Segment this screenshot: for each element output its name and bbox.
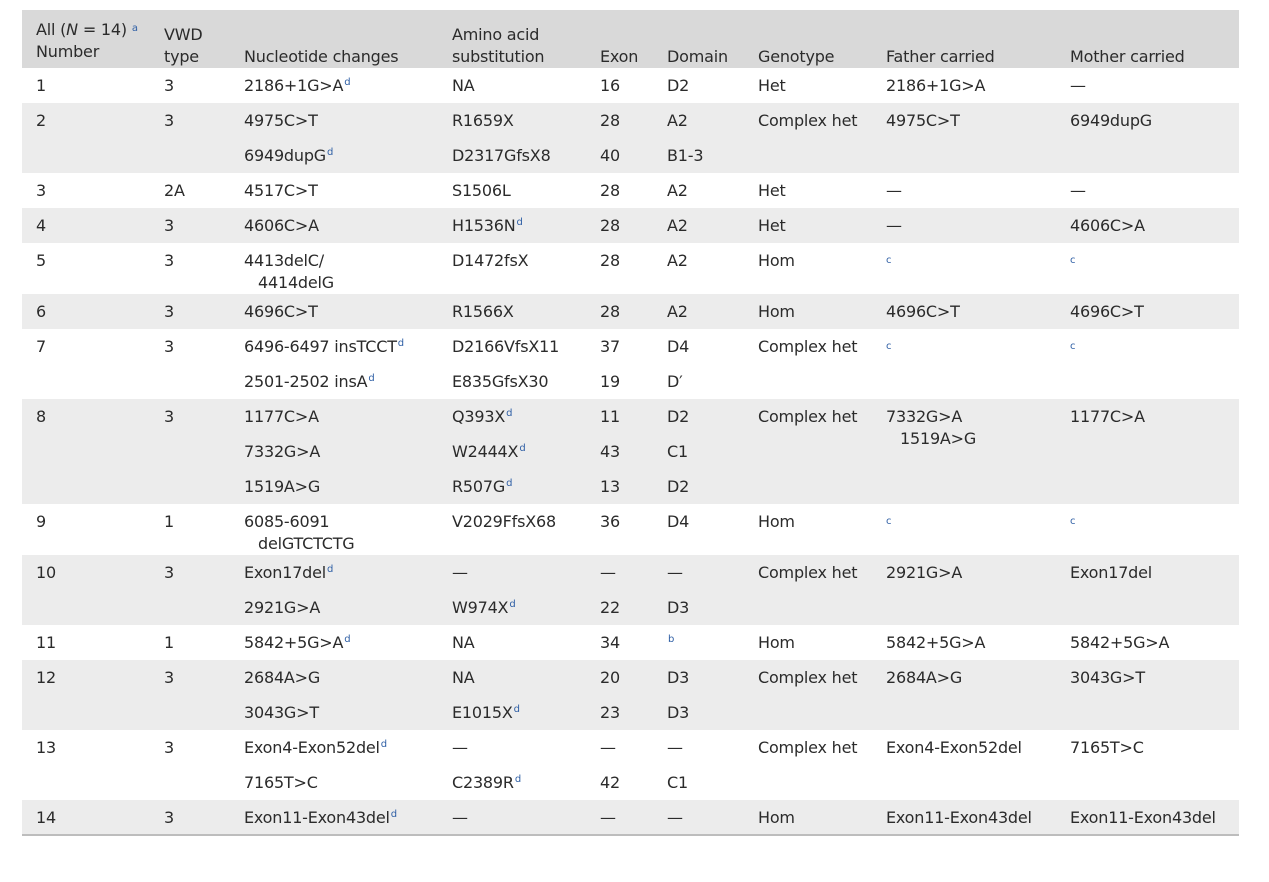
cell-mother-carried <box>1056 660 1239 730</box>
header-father-carried: Father carried <box>872 10 1056 68</box>
cell-genotype: Complex het <box>744 399 872 504</box>
amino-acid-text: S1506L <box>452 181 511 200</box>
cell-domain <box>653 399 744 434</box>
father-variant: 7332G>A <box>886 407 963 426</box>
cell-mother-carried <box>1056 555 1239 625</box>
footnote-marker: d <box>506 408 513 419</box>
cell-amino-acid <box>438 294 586 329</box>
nucleotide-text: 1177C>A <box>244 407 319 426</box>
cell-genotype: Hom <box>758 512 795 531</box>
cell-nucleotide <box>230 504 438 555</box>
cell-mother-carried <box>1056 504 1239 555</box>
footnote-marker: d <box>368 373 375 384</box>
header-all-n: All (N = 14) a <box>22 10 150 41</box>
header-mother-carried: Mother carried <box>1056 10 1239 68</box>
nucleotide-text-cont: 4414delG <box>258 273 334 292</box>
mother-variant: 5842+5G>A <box>1070 633 1170 652</box>
cell-domain <box>653 590 744 625</box>
cell-domain <box>653 294 744 329</box>
footnote-marker: c <box>1070 255 1076 266</box>
cell-number: 12 <box>22 660 150 730</box>
cell-vwd-type: 3 <box>150 208 230 243</box>
cell-domain <box>653 434 744 469</box>
domain-text: B1-3 <box>667 146 704 165</box>
cell-genotype: Het <box>758 76 786 95</box>
nucleotide-text: 4413delC/ <box>244 251 324 270</box>
table-row <box>22 294 1239 329</box>
header-genotype: Genotype <box>744 10 872 68</box>
cell-mother-carried <box>1056 208 1239 243</box>
domain-text: A2 <box>667 251 688 270</box>
cell-father-carried <box>872 103 1056 173</box>
cell-amino-acid <box>438 399 586 434</box>
cell-exon: 37 <box>600 337 620 356</box>
cell-mother-carried <box>1056 329 1239 399</box>
cell-number: 9 <box>36 512 46 531</box>
father-variant: 2921G>A <box>886 563 963 582</box>
nucleotide-text: 1519A>G <box>244 477 321 496</box>
cell-exon: 36 <box>600 512 620 531</box>
cell-mother-carried <box>1056 730 1239 800</box>
cell-amino-acid <box>438 590 586 625</box>
cell-genotype: Complex het <box>758 738 858 757</box>
cell-nucleotide <box>230 469 438 504</box>
footnote-marker: d <box>514 774 521 785</box>
amino-acid-text: D2317GfsX8 <box>452 146 551 165</box>
cell-vwd-type: 3 <box>164 76 174 95</box>
cell-exon: 20 <box>586 660 653 695</box>
cell-number: 7 <box>36 337 46 356</box>
nucleotide-text: 4517C>T <box>244 181 318 200</box>
nucleotide-text: 2921G>A <box>244 598 321 617</box>
footnote-marker: d <box>327 564 334 575</box>
mother-variant: 3043G>T <box>1070 668 1145 687</box>
nucleotide-text: 6496-6497 insTCCT <box>244 337 397 356</box>
footnote-marker: d <box>344 77 351 88</box>
cell-number: 8 <box>22 399 150 504</box>
nucleotide-text: 6949dupG <box>244 146 326 165</box>
cell-genotype: Hom <box>758 633 795 652</box>
domain-text: D′ <box>667 372 683 391</box>
cell-exon: 22 <box>586 590 653 625</box>
cell-nucleotide <box>230 329 438 364</box>
cell-domain <box>653 173 744 208</box>
amino-acid-text: D2166VfsX11 <box>452 337 560 356</box>
cell-domain <box>653 660 744 695</box>
father-variant: — <box>886 216 902 235</box>
cell-exon: 40 <box>586 138 653 173</box>
nucleotide-text-cont: delGTCTCTG <box>258 534 355 553</box>
domain-text: A2 <box>667 111 688 130</box>
amino-acid-text: W974X <box>452 598 509 617</box>
cell-amino-acid <box>438 695 586 730</box>
nucleotide-text: 4975C>T <box>244 111 318 130</box>
cell-father-carried <box>872 329 1056 399</box>
footnote-marker: d <box>519 443 526 454</box>
cell-genotype: Hom <box>744 294 872 329</box>
cell-father-carried <box>872 399 1056 504</box>
mother-variant: — <box>1070 76 1086 95</box>
cell-nucleotide <box>230 800 438 835</box>
cell-nucleotide <box>230 208 438 243</box>
nucleotide-text: 3043G>T <box>244 703 319 722</box>
footnote-marker: c <box>1070 516 1076 527</box>
cell-vwd-type: 3 <box>150 660 230 730</box>
footnote-marker: d <box>506 478 513 489</box>
cell-number: 14 <box>22 800 150 835</box>
father-variant-2: 1519A>G <box>900 429 977 448</box>
cell-nucleotide <box>230 399 438 434</box>
table-row <box>22 730 1239 765</box>
nucleotide-text: 7165T>C <box>244 773 318 792</box>
cell-domain <box>653 208 744 243</box>
cell-amino-acid <box>438 243 586 294</box>
cell-number: 11 <box>36 633 56 652</box>
cell-nucleotide <box>230 173 438 208</box>
domain-text: C1 <box>667 773 688 792</box>
cell-genotype: Hom <box>744 800 872 835</box>
nucleotide-text: 4606C>A <box>244 216 319 235</box>
domain-text: — <box>667 808 683 827</box>
father-variant: 4975C>T <box>886 111 960 130</box>
cell-genotype: Het <box>758 181 786 200</box>
cell-exon: 28 <box>600 251 620 270</box>
footnote-marker: d <box>326 147 334 158</box>
cell-vwd-type: 3 <box>164 337 174 356</box>
cell-number: 10 <box>22 555 150 625</box>
amino-acid-text: NA <box>452 633 475 652</box>
cell-exon: 28 <box>586 103 653 138</box>
cell-number: 5 <box>36 251 46 270</box>
mother-variant: 6949dupG <box>1070 111 1152 130</box>
cell-nucleotide <box>230 294 438 329</box>
header-nucleotide-changes: Nucleotide changes <box>230 10 438 68</box>
cell-exon: 11 <box>586 399 653 434</box>
cell-amino-acid <box>438 138 586 173</box>
cell-nucleotide <box>230 625 438 660</box>
cell-mother-carried <box>1056 68 1239 103</box>
mother-variant: Exon17del <box>1070 563 1153 582</box>
cell-mother-carried <box>1056 103 1239 173</box>
domain-text: D4 <box>667 512 690 531</box>
cell-exon: 43 <box>586 434 653 469</box>
cell-nucleotide <box>230 243 438 294</box>
cell-exon: — <box>600 738 616 757</box>
amino-acid-text: C2389R <box>452 773 514 792</box>
header-amino-acid-substitution: Amino acid substitution <box>438 10 586 68</box>
mother-variant: 4606C>A <box>1070 216 1145 235</box>
amino-acid-text: — <box>452 563 468 582</box>
table-row <box>22 800 1239 835</box>
footnote-marker: c <box>886 341 892 352</box>
cell-amino-acid <box>438 68 586 103</box>
nucleotide-text: Exon4-Exon52del <box>244 738 380 757</box>
cell-genotype: Complex het <box>744 555 872 625</box>
cell-genotype: Hom <box>758 251 795 270</box>
variants-table <box>22 10 1239 836</box>
table-row <box>22 399 1239 434</box>
domain-text: D2 <box>667 477 690 496</box>
cell-father-carried <box>872 800 1056 835</box>
father-variant: 5842+5G>A <box>886 633 986 652</box>
cell-father-carried <box>872 208 1056 243</box>
cell-number: 4 <box>22 208 150 243</box>
father-variant: 2186+1G>A <box>886 76 986 95</box>
cell-exon: 34 <box>600 633 620 652</box>
cell-number: 13 <box>36 738 56 757</box>
amino-acid-text: E835GfsX30 <box>452 372 549 391</box>
cell-amino-acid <box>438 765 586 800</box>
footnote-marker: a <box>131 23 138 34</box>
cell-exon: 19 <box>600 372 620 391</box>
cell-exon: 28 <box>586 208 653 243</box>
table-row <box>22 660 1239 695</box>
cell-amino-acid <box>438 625 586 660</box>
cell-amino-acid <box>438 208 586 243</box>
cell-exon: 28 <box>600 181 620 200</box>
cell-domain <box>653 555 744 590</box>
table-row <box>22 625 1239 660</box>
cell-number: 2 <box>22 103 150 173</box>
footnote-marker: b <box>668 634 675 645</box>
nucleotide-text: 2684A>G <box>244 668 321 687</box>
cell-domain <box>653 364 744 399</box>
cell-nucleotide <box>230 765 438 800</box>
father-variant: Exon11-Exon43del <box>886 808 1032 827</box>
amino-acid-text: NA <box>452 76 475 95</box>
cell-amino-acid <box>438 555 586 590</box>
domain-text: D2 <box>667 76 690 95</box>
cell-vwd-type: 3 <box>150 555 230 625</box>
cell-vwd-type: 1 <box>164 512 174 531</box>
domain-text: C1 <box>667 442 688 461</box>
cell-mother-carried <box>1056 173 1239 208</box>
footnote-marker: d <box>516 217 523 228</box>
cell-domain <box>653 329 744 364</box>
amino-acid-text: — <box>452 808 468 827</box>
table-row <box>22 555 1239 590</box>
domain-text: A2 <box>667 216 688 235</box>
domain-text: D3 <box>667 598 690 617</box>
mother-variant: 4696C>T <box>1070 302 1144 321</box>
cell-domain <box>653 625 744 660</box>
cell-amino-acid <box>438 800 586 835</box>
cell-genotype: Complex het <box>758 337 858 356</box>
amino-acid-text: W2444X <box>452 442 519 461</box>
cell-domain <box>653 800 744 835</box>
footnote-marker: c <box>886 255 892 266</box>
cell-domain <box>653 504 744 555</box>
footnote-marker: c <box>886 516 892 527</box>
domain-text: — <box>667 738 683 757</box>
domain-text: A2 <box>667 302 688 321</box>
cell-vwd-type: 3 <box>150 103 230 173</box>
cell-number: 1 <box>36 76 46 95</box>
footnote-marker: d <box>513 704 520 715</box>
nucleotide-text: 2501-2502 insA <box>244 372 368 391</box>
cell-nucleotide <box>230 555 438 590</box>
cell-genotype: Complex het <box>744 103 872 173</box>
domain-text: D2 <box>667 407 690 426</box>
cell-father-carried <box>872 555 1056 625</box>
father-variant: — <box>886 181 902 200</box>
cell-amino-acid <box>438 329 586 364</box>
mother-variant: — <box>1070 181 1086 200</box>
cell-amino-acid <box>438 660 586 695</box>
cell-father-carried <box>872 660 1056 730</box>
cell-mother-carried <box>1056 800 1239 835</box>
cell-father-carried <box>872 294 1056 329</box>
table-row <box>22 173 1239 208</box>
nucleotide-text: Exon11-Exon43del <box>244 808 390 827</box>
cell-exon: 13 <box>586 469 653 504</box>
cell-amino-acid <box>438 469 586 504</box>
amino-acid-text: D1472fsX <box>452 251 529 270</box>
cell-nucleotide <box>230 590 438 625</box>
table-body <box>22 68 1239 835</box>
cell-nucleotide <box>230 68 438 103</box>
cell-vwd-type: 3 <box>164 251 174 270</box>
cell-genotype: Complex het <box>744 660 872 730</box>
amino-acid-text: R1566X <box>452 302 514 321</box>
footnote-marker: d <box>344 634 351 645</box>
amino-acid-text: NA <box>452 668 475 687</box>
cell-exon: 42 <box>600 773 620 792</box>
cell-number: 3 <box>36 181 46 200</box>
cell-vwd-type: 1 <box>164 633 174 652</box>
table-row <box>22 504 1239 555</box>
header-vwd-type: VWD type <box>150 10 230 68</box>
cell-amino-acid <box>438 730 586 765</box>
cell-father-carried <box>872 173 1056 208</box>
cell-domain <box>653 695 744 730</box>
cell-nucleotide <box>230 660 438 695</box>
cell-exon: 28 <box>586 294 653 329</box>
father-variant: 2684A>G <box>886 668 963 687</box>
cell-amino-acid <box>438 504 586 555</box>
nucleotide-text: 5842+5G>A <box>244 633 344 652</box>
footnote-marker: d <box>380 739 387 750</box>
nucleotide-text: 2186+1G>A <box>244 76 344 95</box>
amino-acid-text: R507G <box>452 477 506 496</box>
cell-number: 6 <box>22 294 150 329</box>
cell-amino-acid <box>438 173 586 208</box>
domain-text: D4 <box>667 337 690 356</box>
nucleotide-text: 4696C>T <box>244 302 318 321</box>
mother-variant: 7165T>C <box>1070 738 1144 757</box>
cell-domain <box>653 103 744 138</box>
cell-genotype: Het <box>744 208 872 243</box>
amino-acid-text: Q393X <box>452 407 506 426</box>
table-row <box>22 329 1239 364</box>
cell-nucleotide <box>230 695 438 730</box>
cell-nucleotide <box>230 364 438 399</box>
cell-exon: 23 <box>586 695 653 730</box>
footnote-marker: d <box>390 809 397 820</box>
domain-text: D3 <box>667 703 690 722</box>
cell-nucleotide <box>230 138 438 173</box>
amino-acid-text: H1536N <box>452 216 516 235</box>
cell-domain <box>653 243 744 294</box>
amino-acid-text: R1659X <box>452 111 514 130</box>
cell-exon: — <box>586 555 653 590</box>
nucleotide-text: 6085-6091 <box>244 512 330 531</box>
cell-father-carried <box>872 68 1056 103</box>
cell-mother-carried <box>1056 294 1239 329</box>
footnote-marker: d <box>397 338 404 349</box>
cell-amino-acid <box>438 103 586 138</box>
cell-father-carried <box>872 243 1056 294</box>
cell-domain <box>653 138 744 173</box>
table-row <box>22 243 1239 294</box>
amino-acid-text: V2029FfsX68 <box>452 512 556 531</box>
domain-text: — <box>667 563 683 582</box>
cell-vwd-type: 2A <box>164 181 185 200</box>
footnote-marker: d <box>509 599 516 610</box>
table-header <box>22 10 1239 68</box>
header-number: Number <box>22 41 150 68</box>
cell-amino-acid <box>438 434 586 469</box>
header-domain: Domain <box>653 10 744 68</box>
cell-father-carried <box>872 730 1056 800</box>
cell-amino-acid <box>438 364 586 399</box>
mother-variant: Exon11-Exon43del <box>1070 808 1216 827</box>
cell-vwd-type: 3 <box>150 399 230 504</box>
cell-mother-carried <box>1056 243 1239 294</box>
cell-vwd-type: 3 <box>150 800 230 835</box>
cell-domain <box>653 469 744 504</box>
cell-father-carried <box>872 504 1056 555</box>
cell-mother-carried <box>1056 399 1239 504</box>
amino-acid-text: — <box>452 738 468 757</box>
father-variant: Exon4-Exon52del <box>886 738 1022 757</box>
cell-exon: 16 <box>600 76 620 95</box>
cell-domain <box>653 765 744 800</box>
table-row <box>22 103 1239 138</box>
cell-domain <box>653 730 744 765</box>
cell-vwd-type: 3 <box>164 738 174 757</box>
cell-mother-carried <box>1056 625 1239 660</box>
nucleotide-text: 7332G>A <box>244 442 321 461</box>
footnote-marker: c <box>1070 341 1076 352</box>
header-exon: Exon <box>586 10 653 68</box>
cell-vwd-type: 3 <box>150 294 230 329</box>
mother-variant: 1177C>A <box>1070 407 1145 426</box>
cell-domain <box>653 68 744 103</box>
cell-father-carried <box>872 625 1056 660</box>
cell-exon: — <box>586 800 653 835</box>
cell-nucleotide <box>230 730 438 765</box>
domain-text: D3 <box>667 668 690 687</box>
nucleotide-text: Exon17del <box>244 563 327 582</box>
cell-nucleotide <box>230 103 438 138</box>
table-row <box>22 68 1239 103</box>
table-row <box>22 208 1239 243</box>
domain-text: A2 <box>667 181 688 200</box>
amino-acid-text: E1015X <box>452 703 513 722</box>
father-variant: 4696C>T <box>886 302 960 321</box>
cell-nucleotide <box>230 434 438 469</box>
